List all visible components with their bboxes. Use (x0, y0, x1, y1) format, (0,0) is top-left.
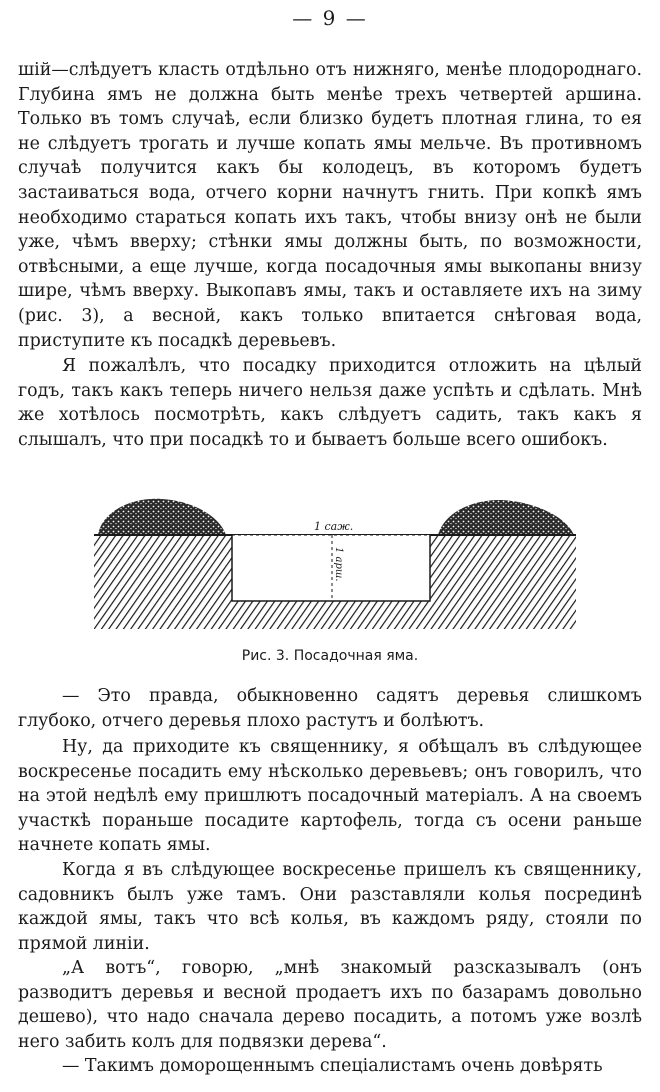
paragraph: „А вотъ“, говорю, „мнѣ знакомый разсказывалъ (онъ разводитъ деревья и весной продаетъ ихъ по базарамъ довольно дешево), что надо сначала дерево посадить, а потомъ уже возлѣ него забить колъ для подвязки дерева“. (18, 958, 642, 1052)
paragraph: — Это правда, обыкновенно садятъ деревья слишкомъ глубоко, отчего деревья плохо растутъ и болѣютъ. (18, 686, 642, 731)
width-label: 1 саж. (314, 520, 354, 533)
paragraph: Когда я въ слѣдующее воскресенье пришелъ къ священнику, садовникъ былъ уже тамъ. Они разставляли колья посрединѣ каждой ямы, такъ что всѣ колья, въ каждомъ ряду, стояли по прямой линіи. (18, 860, 642, 954)
planting-pit-figure (92, 495, 578, 635)
paragraph: шій—слѣдуетъ класть отдѣльно отъ нижняго, менѣе плодороднаго. Глубина ямъ не должна быть менѣе трехъ четвертей аршина. Только въ томъ случаѣ, если близко будетъ плотная глина, то ея не слѣдуетъ трогать и лучше копать ямы мельче. Въ противномъ случаѣ получится какъ бы колодецъ, въ которомъ будетъ застаиваться вода, отчего корни начнутъ гнить. При копкѣ ямъ необходимо стараться копать ихъ такъ, чтобы внизу онѣ не были уже, чѣмъ вверху; стѣнки ямы должны быть, по возможности, отвѣсными, а еще лучше, когда посадочныя ямы выкопаны внизу шире, чѣмъ вверху. Выкопавъ ямы, такъ и оставляете ихъ на зиму (рис. 3), а весной, какъ только впитается снѣговая вода, приступите къ посадкѣ деревьевъ. (18, 60, 642, 351)
right-soil-heap (438, 500, 574, 535)
planting-pit-illustration (92, 495, 578, 635)
page-number: — 9 — (292, 6, 368, 30)
left-soil-heap (98, 499, 226, 535)
paragraph: — Такимъ доморощеннымъ спеціалистамъ очень довѣрять (62, 1056, 603, 1076)
paragraph: Ну, да приходите къ священнику, я обѣщалъ въ слѣдующее воскресенье посадить ему нѣсколько деревьевъ; онъ говорилъ, что на этой недѣлѣ ему пришлютъ посадочный матеріалъ. А на своемъ участкѣ пораньше посадите картофель, тогда съ осени раньше начнете копать ямы. (18, 737, 642, 856)
figure-caption: Рис. 3. Посадочная яма. (241, 648, 419, 664)
pit-outline (232, 535, 430, 601)
paragraph: Я пожалѣлъ, что посадку приходится отложить на цѣлый годъ, такъ какъ теперь ничего нельзя даже успѣть и сдѣлать. Мнѣ же хотѣлось посмотрѣть, какъ слѣдуетъ садить, такъ какъ я слышалъ, что при посадкѣ то и бываетъ больше всего ошибокъ. (18, 356, 642, 450)
depth-label: 1 арш. (333, 547, 344, 582)
